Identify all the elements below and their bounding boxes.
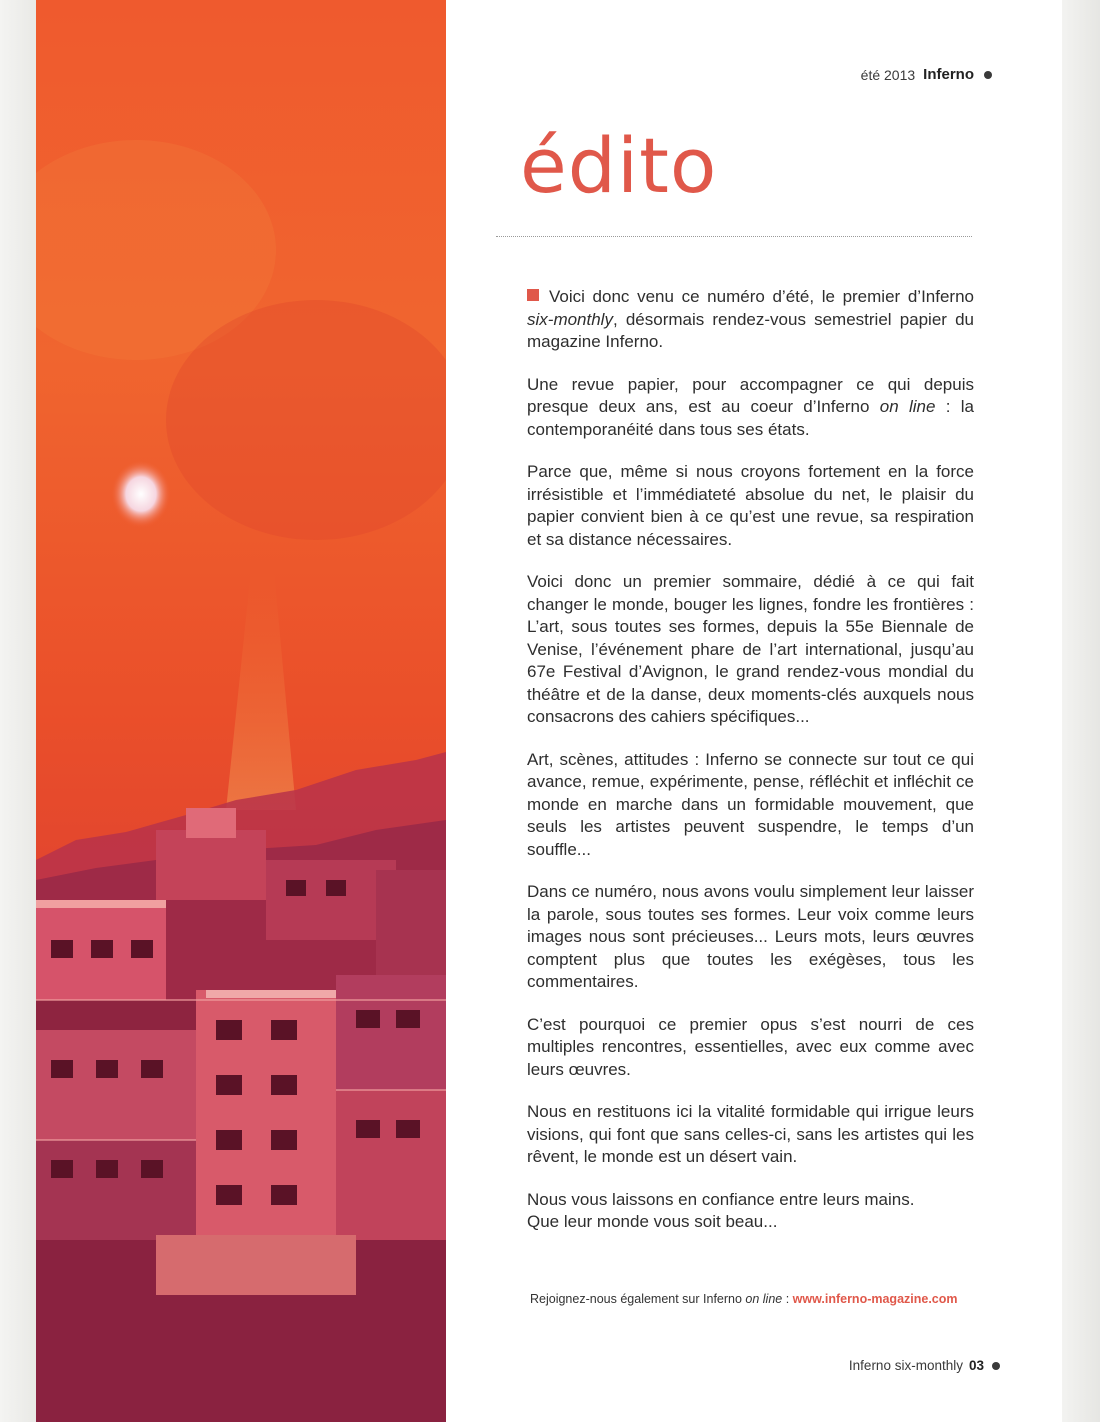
- paragraph-3: Parce que, même si nous croyons fortement en la force irrésistible et l’immédiateté absolue du net, le plaisir du papier convient bien à ce qu’est une revue, sa respiration et sa distance nécessaires.: [527, 462, 974, 549]
- page-number: 03: [968, 1358, 984, 1373]
- page-footer: [849, 1358, 1000, 1373]
- red-square-icon: [527, 289, 539, 301]
- paragraph-4: Voici donc un premier sommaire, dédié à ce qui fait changer le monde, bouger les lignes, fondre les frontières : L’art, sous toutes ses formes, depuis la 55e Biennale de Venise, l’événement phare de l’art international, jusqu’au 67e Festival d’Avignon, le grand rendez-vous mondial du théâtre et de la danse, deux moments-clés auxquels nous consacrons des cahiers spécifiques...: [527, 572, 974, 726]
- page-header: [861, 66, 992, 83]
- page-title: édito: [520, 121, 718, 210]
- magazine-brand: Inferno: [923, 66, 974, 83]
- paragraph-8: Nous en restituons ici la vitalité formidable qui irrigue leurs visions, qui font que sans celles-ci, sans les artistes qui les rêvent, le monde est un désert vain.: [527, 1102, 974, 1166]
- paragraph-2: Une revue papier, pour accompagner ce qui depuis presque deux ans, est au coeur d’Inferno on line : la contemporanéité dans tous ses états.: [527, 374, 974, 439]
- footer-label: Inferno six-monthly: [848, 1358, 963, 1373]
- paragraph-9: Nous vous laissons en confiance entre leurs mains. Que leur monde vous soit beau...: [527, 1189, 915, 1231]
- paragraph-6: Dans ce numéro, nous avons voulu simplement leur laisser la parole, sous toutes ses formes. Leur voix comme leurs images nous sont précieuses... Leurs mots, leurs œuvres comptent plus que toutes les exégèses, tous les commentaires.: [527, 882, 974, 991]
- paragraph-1: Voici donc venu ce numéro d’été, le premier d’Inferno six-monthly, désormais rendez-vous semestriel papier du magazine Inferno.: [527, 287, 974, 351]
- bullet-dot-icon: [984, 71, 992, 79]
- page-margin-left: [0, 0, 36, 1422]
- page-margin-right: [1062, 0, 1100, 1422]
- paragraph-7: C’est pourquoi ce premier opus s’est nourri de ces multiples rencontres, essentielles, avec eux comme avec leurs œuvres.: [527, 1014, 974, 1079]
- issue-season: été 2013: [860, 66, 916, 83]
- bullet-dot-icon: [992, 1362, 1000, 1370]
- paragraph-5: Art, scènes, attitudes : Inferno se connecte sur tout ce qui avance, remue, expérimente, pense, réfléchit et infléchit ce monde en marche dans un formidable mouvement, que seuls les artistes peuvent suspendre, le temps d’un souffle...: [527, 749, 974, 859]
- editorial-body: [527, 286, 974, 1254]
- cover-photo-city-red: [36, 0, 446, 1422]
- website-link[interactable]: www.inferno-magazine.com: [792, 1292, 958, 1306]
- online-callout: Rejoignez-nous également sur Inferno on line : www.inferno-magazine.com: [530, 1292, 958, 1306]
- title-divider: [496, 236, 972, 237]
